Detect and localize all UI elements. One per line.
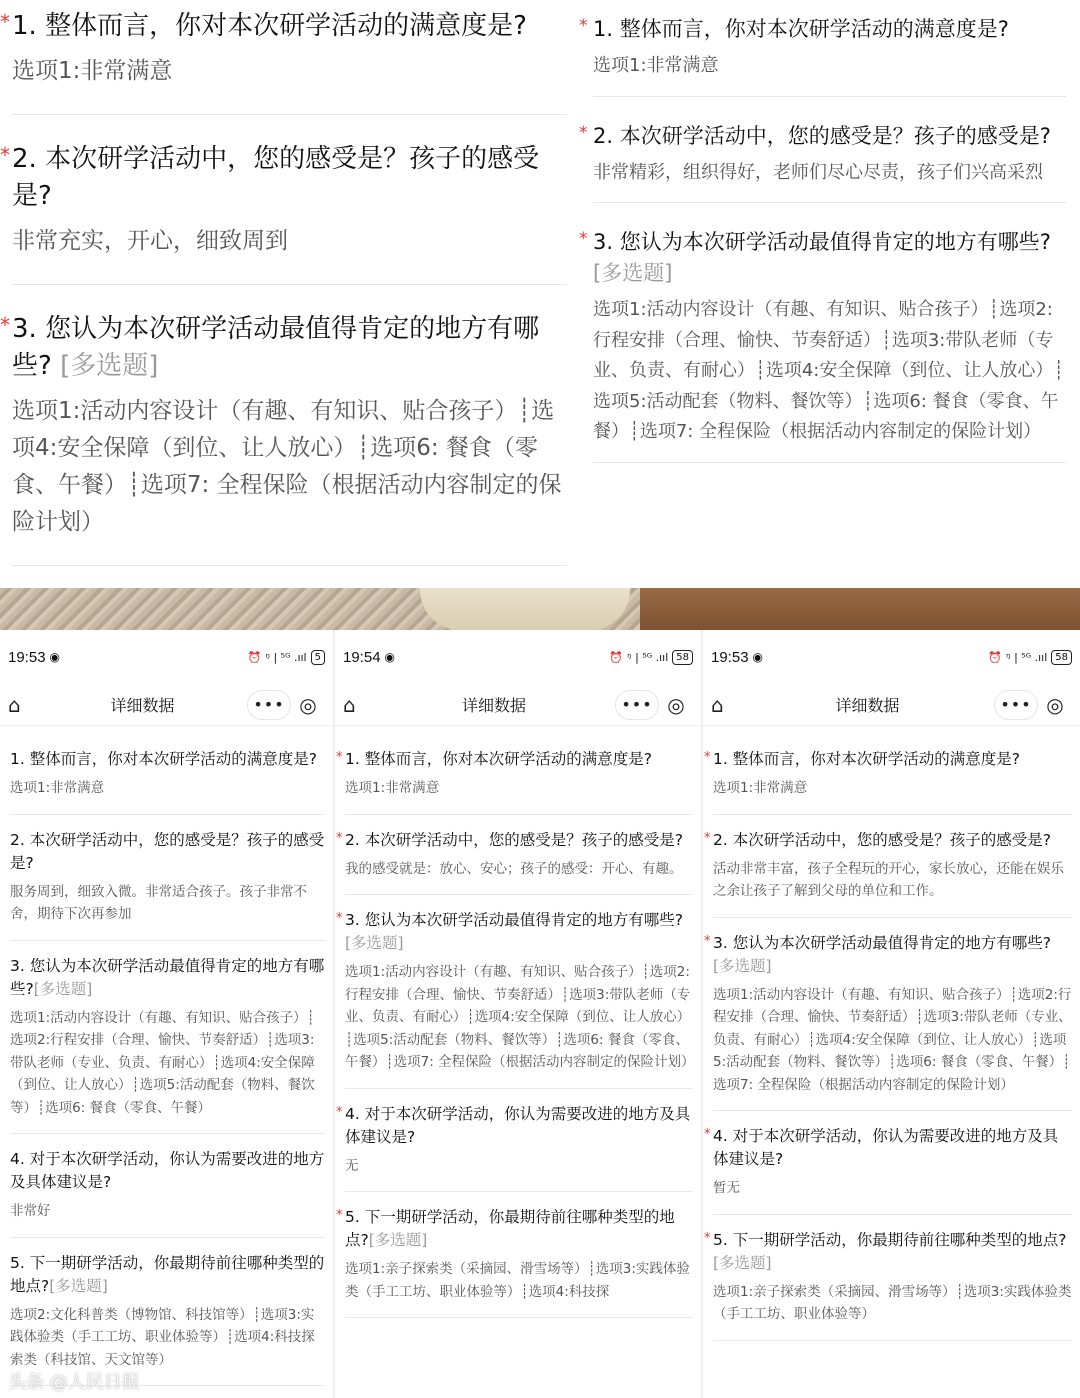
signal-icon: ᵑ | ⁵ᴳ .ııl bbox=[265, 650, 307, 664]
answer-text: 非常精彩，组织得好，老师们尽心尽责，孩子们兴高采烈 bbox=[593, 161, 1043, 183]
question-title: 2. 本次研学活动中，您的感受是？孩子的感受是? bbox=[345, 830, 683, 849]
required-star: * bbox=[704, 1230, 711, 1246]
answer-text: 非常充实，开心，细致周到 bbox=[12, 228, 288, 254]
question-item bbox=[10, 815, 325, 941]
home-icon[interactable]: ⌂ bbox=[711, 692, 724, 717]
multi-select-tag: [多选题] bbox=[49, 1276, 108, 1295]
multi-select-tag: [多选题] bbox=[713, 1253, 772, 1272]
required-star: * bbox=[336, 1104, 343, 1120]
survey-list bbox=[703, 726, 1080, 1341]
question-title: 3. 您认为本次研学活动最值得肯定的地方有哪些? bbox=[10, 956, 325, 998]
eye-icon: ◉ bbox=[49, 650, 61, 664]
phone-screenshot-3 bbox=[703, 630, 1080, 1398]
more-menu-button[interactable]: ••• bbox=[247, 690, 291, 720]
close-miniprogram-icon[interactable]: ◎ bbox=[1046, 692, 1064, 717]
question-title: 5. 下一期研学活动，你最期待前往哪种类型的地点? bbox=[345, 1208, 675, 1249]
page-title: 详细数据 bbox=[110, 696, 175, 715]
page-title: 详细数据 bbox=[461, 696, 526, 715]
question-title: 2. 本次研学活动中，您的感受是？孩子的感受是? bbox=[713, 830, 1051, 849]
question-item bbox=[579, 14, 1066, 97]
multi-select-tag: [多选题] bbox=[60, 351, 159, 381]
question-title: 3. 您认为本次研学活动最值得肯定的地方有哪些? bbox=[12, 314, 540, 381]
required-star: * bbox=[579, 229, 588, 249]
answer-text: 选项1:非常满意 bbox=[713, 780, 808, 796]
required-star: * bbox=[704, 830, 711, 846]
survey-list bbox=[0, 726, 333, 1386]
alarm-icon: ⏰ bbox=[247, 650, 262, 664]
question-item bbox=[336, 815, 693, 896]
question-item bbox=[704, 734, 1072, 815]
watermark: 头条 @人民日报 bbox=[8, 1372, 140, 1393]
question-item bbox=[336, 895, 695, 1089]
background-photo-strip bbox=[0, 588, 1080, 630]
question-item bbox=[704, 918, 1072, 1112]
question-item bbox=[336, 1192, 693, 1318]
status-bar bbox=[335, 630, 701, 684]
answer-text: 选项2:文化科普类（博物馆、科技馆等）┊选项3:实践体验类（手工工坊、职业体验等）┊选项4:科技探索类（科技馆、天文馆等） bbox=[10, 1306, 315, 1368]
required-star: * bbox=[336, 830, 343, 846]
phone-screenshot-1 bbox=[0, 630, 333, 1398]
question-title: 4. 对于本次研学活动，你认为需要改进的地方及具体建议是? bbox=[345, 1104, 691, 1146]
multi-select-tag: [多选题] bbox=[713, 956, 772, 975]
answer-text: 选项1:活动内容设计（有趣、有知识、贴合孩子）┊选项4:安全保障（到位、让人放心）┊选项6: 餐食（零食、午餐）┊选项7: 全程保险（根据活动内容制定的保险计划） bbox=[12, 398, 562, 535]
survey-list bbox=[335, 726, 701, 1318]
question-item bbox=[10, 1238, 325, 1387]
clock: 19:54 bbox=[343, 648, 381, 666]
multi-select-tag: [多选题] bbox=[345, 934, 404, 952]
required-star: * bbox=[579, 122, 588, 143]
answer-text: 选项1:非常满意 bbox=[345, 780, 440, 796]
required-star: * bbox=[704, 1127, 711, 1142]
question-item bbox=[10, 941, 325, 1135]
question-title: 1. 整体而言，你对本次研学活动的满意度是? bbox=[12, 11, 527, 41]
question-item bbox=[10, 1134, 325, 1238]
question-title: 2. 本次研学活动中，您的感受是？孩子的感受是? bbox=[12, 144, 540, 211]
question-title: 3. 您认为本次研学活动最值得肯定的地方有哪些? bbox=[713, 933, 1051, 952]
question-title: 4. 对于本次研学活动，你认为需要改进的地方及具体建议是? bbox=[10, 1150, 325, 1191]
alarm-icon: ⏰ bbox=[609, 650, 624, 664]
question-item bbox=[704, 815, 1072, 918]
answer-text: 选项1:非常满意 bbox=[12, 58, 173, 84]
question-item bbox=[0, 141, 567, 285]
multi-select-tag: [多选题] bbox=[593, 261, 673, 285]
phone-screenshot-2 bbox=[335, 630, 701, 1398]
question-title: 1. 整体而言，你对本次研学活动的满意度是? bbox=[713, 750, 1020, 768]
nav-bar bbox=[0, 684, 333, 726]
alarm-icon: ⏰ bbox=[988, 650, 1003, 664]
clock: 19:53 bbox=[711, 648, 749, 666]
zoomed-survey-panel-right bbox=[575, 0, 1080, 588]
battery-icon: 58 bbox=[1051, 650, 1072, 665]
battery-icon: 58 bbox=[672, 650, 693, 665]
close-miniprogram-icon[interactable]: ◎ bbox=[667, 692, 685, 717]
question-item bbox=[0, 311, 567, 566]
required-star: * bbox=[0, 143, 10, 167]
question-item bbox=[0, 8, 567, 115]
status-bar bbox=[703, 630, 1080, 684]
eye-icon: ◉ bbox=[384, 650, 396, 664]
clock: 19:53 bbox=[8, 648, 46, 666]
answer-text: 活动非常丰富，孩子全程玩的开心，家长放心，还能在娱乐之余让孩子了解到父母的单位和工作。 bbox=[713, 860, 1064, 899]
question-title: 5. 下一期研学活动，你最期待前往哪种类型的地点? bbox=[10, 1253, 325, 1295]
required-star: * bbox=[579, 16, 588, 36]
close-miniprogram-icon[interactable]: ◎ bbox=[299, 692, 317, 717]
home-icon[interactable]: ⌂ bbox=[343, 692, 356, 717]
home-icon[interactable]: ⌂ bbox=[8, 692, 21, 717]
required-star: * bbox=[704, 933, 711, 949]
answer-text: 无 bbox=[345, 1157, 359, 1174]
question-title: 2. 本次研学活动中，您的感受是？孩子的感受是? bbox=[593, 123, 1051, 148]
question-title: 1. 整体而言，你对本次研学活动的满意度是? bbox=[10, 750, 317, 768]
signal-icon: ᵑ | ⁵ᴳ .ııl bbox=[1006, 650, 1048, 664]
question-item bbox=[336, 734, 693, 815]
answer-text: 服务周到，细致入微。非常适合孩子。孩子非常不舍，期待下次再参加 bbox=[10, 883, 307, 922]
multi-select-tag: [多选题] bbox=[368, 1231, 428, 1249]
answer-text: 选项1:活动内容设计（有趣、有知识、贴合孩子）┊选项2:行程安排（合理、愉快、节奏舒适）┊选项3:带队老师（专业、负责、有耐心）┊选项4:安全保障（到位、让人放心）┊选项5:活动配套（物料、餐饮等）┊选项6: 餐食（零食、午餐）┊选项7: 全程保险（根据活动内容制定的保险计划） bbox=[593, 299, 1065, 442]
answer-text: 选项1:活动内容设计（有趣、有知识、贴合孩子）┊选项2:行程安排（合理、愉快、节奏舒适）┊选项3:带队老师（专业、负责、有耐心）┊选项4:安全保障（到位、让人放心）┊选项5:活动配套（物料、餐饮等）┊选项6: 餐食（零食、午餐）┊选项7: 全程保险（根据活动内容制定的保险计划） bbox=[345, 964, 695, 1070]
question-title: 1. 整体而言，你对本次研学活动的满意度是? bbox=[345, 750, 652, 768]
required-star: * bbox=[336, 1208, 343, 1223]
question-item bbox=[579, 227, 1066, 463]
question-title: 4. 对于本次研学活动，你认为需要改进的地方及具体建议是? bbox=[713, 1127, 1059, 1168]
required-star: * bbox=[0, 10, 10, 34]
question-title: 5. 下一期研学活动，你最期待前往哪种类型的地点? bbox=[713, 1230, 1067, 1249]
page-title: 详细数据 bbox=[835, 696, 900, 715]
answer-text: 暂无 bbox=[713, 1180, 740, 1196]
question-title: 2. 本次研学活动中，您的感受是？孩子的感受是? bbox=[10, 830, 325, 872]
battery-icon: 5 bbox=[311, 650, 325, 665]
question-item bbox=[579, 121, 1066, 204]
answer-text: 选项1:亲子探索类（采摘园、滑雪场等）┊选项3:实践体验类（手工工坊、职业体验等）┊选项4:科技探 bbox=[345, 1261, 690, 1300]
required-star: * bbox=[0, 313, 10, 337]
nav-bar bbox=[703, 684, 1080, 726]
required-star: * bbox=[336, 911, 343, 926]
answer-text: 非常好 bbox=[10, 1203, 51, 1219]
question-item bbox=[704, 1111, 1072, 1215]
eye-icon: ◉ bbox=[752, 650, 764, 664]
answer-text: 选项1:活动内容设计（有趣、有知识、贴合孩子）┊选项2:行程安排（合理、愉快、节奏舒适）┊选项3:带队老师（专业、负责、有耐心）┊选项4:安全保障（到位、让人放心）┊选项5:活动配套（物料、餐饮等）┊选项6: 餐食（零食、午餐）┊选项7: 全程保险（根据活动内容制定的保险计划） bbox=[713, 986, 1072, 1093]
wood-board-photo-detail bbox=[640, 588, 1080, 630]
answer-text: 我的感受就是：放心、安心；孩子的感受：开心、有趣。 bbox=[345, 860, 683, 877]
signal-icon: ᵑ | ⁵ᴳ .ııl bbox=[627, 650, 669, 664]
required-star: * bbox=[336, 750, 343, 765]
question-title: 1. 整体而言，你对本次研学活动的满意度是? bbox=[593, 17, 1009, 41]
question-item bbox=[704, 1215, 1072, 1341]
answer-text: 选项1:非常满意 bbox=[593, 55, 719, 76]
nav-bar bbox=[335, 684, 701, 726]
cup-photo-detail bbox=[420, 588, 630, 630]
required-star: * bbox=[704, 750, 711, 765]
answer-text: 选项1:活动内容设计（有趣、有知识、贴合孩子）┊选项2:行程安排（合理、愉快、节奏舒适）┊选项3:带队老师（专业、负责、有耐心）┊选项4:安全保障（到位、让人放心）┊选项5:活动配套（物料、餐饮等）┊选项6: 餐食（零食、午餐） bbox=[10, 1009, 315, 1116]
question-item bbox=[10, 734, 325, 815]
answer-text: 选项1:亲子探索类（采摘园、滑雪场等）┊选项3:实践体验类（手工工坊、职业体验等） bbox=[713, 1283, 1072, 1322]
status-bar bbox=[0, 630, 333, 684]
zoomed-survey-panel-left bbox=[0, 0, 575, 588]
more-menu-button[interactable]: ••• bbox=[994, 690, 1038, 720]
question-title: 3. 您认为本次研学活动最值得肯定的地方有哪些? bbox=[345, 911, 683, 929]
question-title: 3. 您认为本次研学活动最值得肯定的地方有哪些? bbox=[593, 230, 1051, 254]
question-item bbox=[336, 1089, 693, 1193]
more-menu-button[interactable]: ••• bbox=[615, 690, 659, 720]
answer-text: 选项1:非常满意 bbox=[10, 780, 105, 796]
multi-select-tag: [多选题] bbox=[33, 979, 93, 998]
